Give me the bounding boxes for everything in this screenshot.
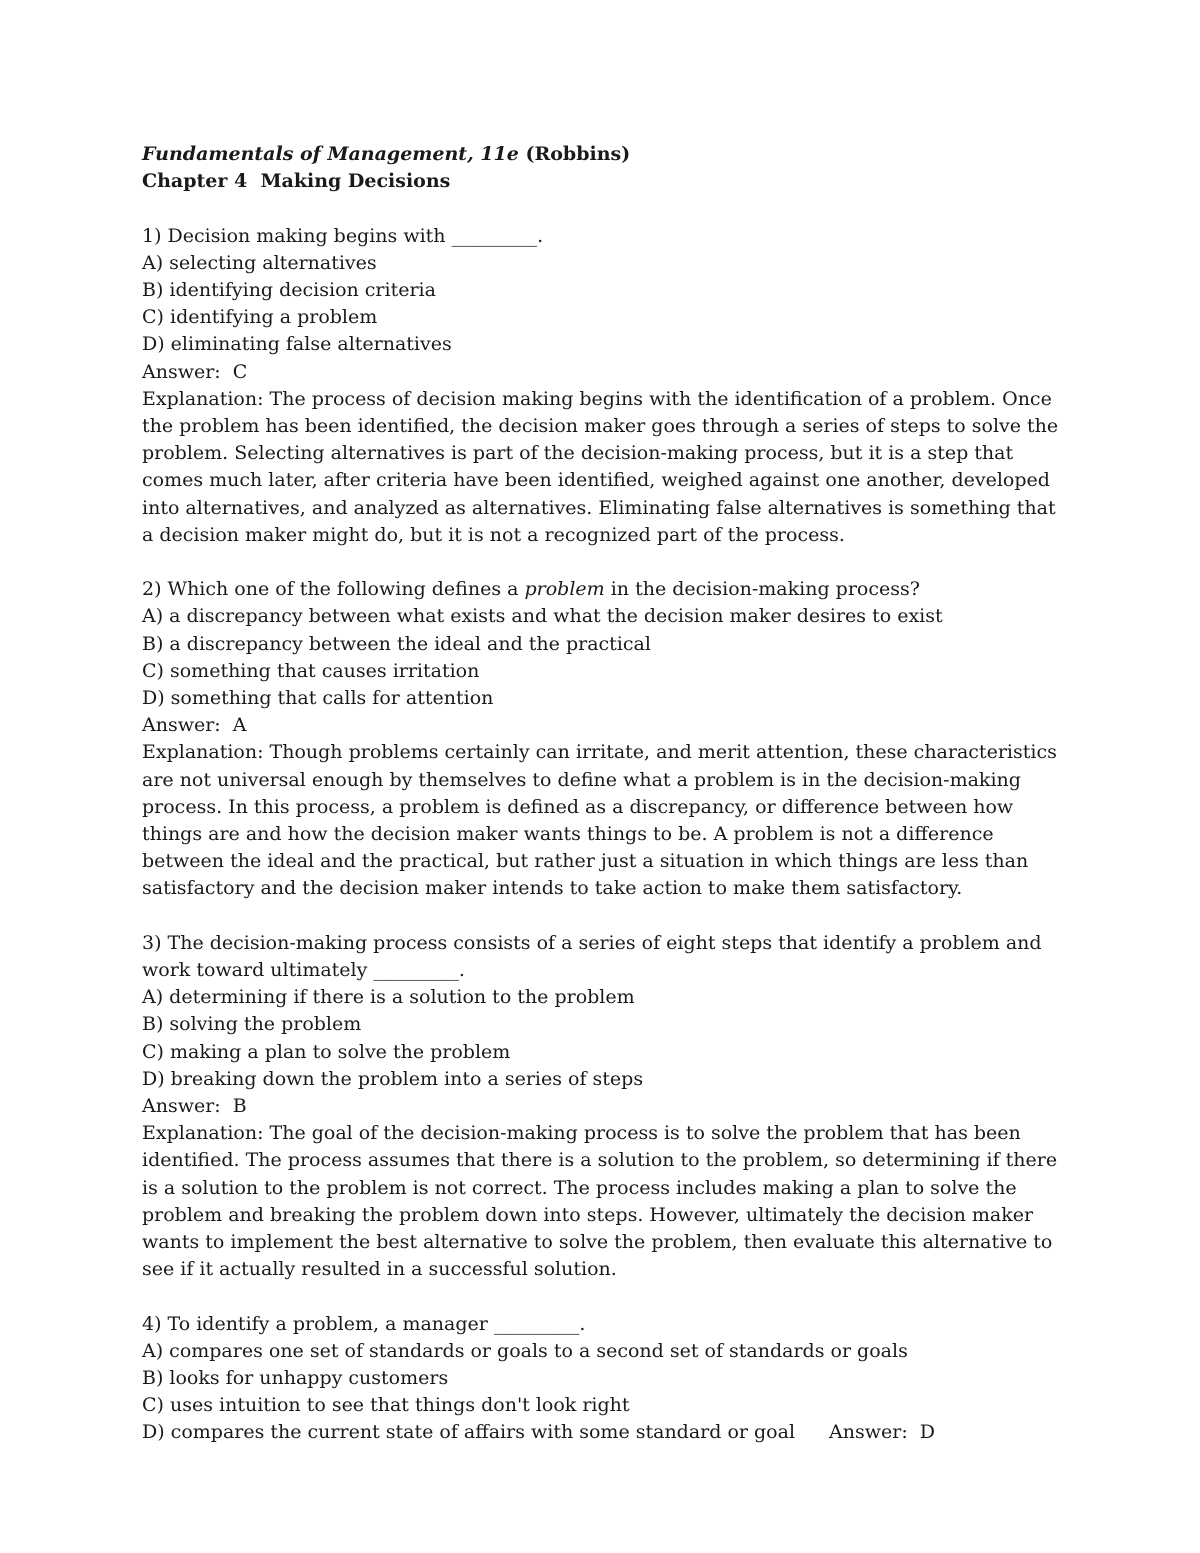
answer: Answer: C bbox=[142, 360, 248, 383]
question-stem: 3) The decision-making process consists of a series of eight steps that identify a problem and work toward ultimately _________. bbox=[142, 931, 1042, 982]
book-title: Fundamentals of Management, 11e bbox=[142, 143, 519, 165]
title-line bbox=[142, 141, 1072, 168]
chapter-heading: Chapter 4 Making Decisions bbox=[142, 170, 451, 193]
option-b: B) solving the problem bbox=[142, 1013, 362, 1036]
emphasized-term: problem bbox=[524, 578, 605, 601]
option-b: B) identifying decision criteria bbox=[142, 279, 436, 301]
option-d: D) compares the current state of affairs with some standard or goal bbox=[142, 1421, 796, 1444]
explanation: Explanation: The process of decision making begins with the identification of a problem. Once the problem has been identified, the decision maker goes through a series of steps to solve the problem. Selecting alternatives is part of the decision-making process, but it is a step that comes much later, after criteria have been identified, weighed against one another, developed into alternatives, and analyzed as alternatives. Eliminating false alternatives is something that a decision maker might do, but it is not a recognized part of the process. bbox=[142, 387, 1059, 546]
explanation: Explanation: Though problems certainly can irritate, and merit attention, these characteristics are not universal enough by themselves to define what a problem is in the decision-making process. In this process, a problem is defined as a discrepancy, or difference between how things are and how the decision maker wants things to be. A problem is not a difference between the ideal and the practical, but rather just a situation in which things are less than satisfactory and the decision maker intends to take action to make them satisfactory. bbox=[142, 741, 1057, 900]
question-stem: 4) To identify a problem, a manager _________. bbox=[142, 1312, 586, 1335]
option-a: A) a discrepancy between what exists and what the decision maker desires to exist bbox=[142, 605, 943, 628]
stem-part: 2) Which one of the following defines a bbox=[142, 578, 525, 601]
question-stem bbox=[142, 576, 1072, 603]
question-2 bbox=[142, 576, 1072, 902]
question-3 bbox=[142, 930, 1072, 1284]
option-d: D) something that calls for attention bbox=[142, 687, 494, 710]
option-c: C) identifying a problem bbox=[142, 306, 378, 329]
spacer bbox=[142, 195, 1072, 222]
question-1 bbox=[142, 223, 1072, 549]
option-c: C) uses intuition to see that things don't look right bbox=[142, 1394, 630, 1417]
option-d: D) breaking down the problem into a series of steps bbox=[142, 1067, 644, 1090]
author: (Robbins) bbox=[525, 143, 631, 165]
explanation: Explanation: The goal of the decision-making process is to solve the problem that has been identified. The process assumes that there is a solution to the problem, so determining if there is a solution to the problem is not correct. The process includes making a plan to solve the problem and breaking the problem down into steps. However, ultimately the decision maker wants to implement the best alternative to solve the problem, then evaluate this alternative to see if it actually resulted in a successful solution. bbox=[142, 1122, 1058, 1281]
document-content bbox=[142, 141, 1072, 1474]
option-c: C) making a plan to solve the problem bbox=[142, 1040, 511, 1063]
option-d: D) eliminating false alternatives bbox=[142, 333, 452, 356]
question-stem: 1) Decision making begins with _________. bbox=[142, 224, 544, 247]
answer: Answer: A bbox=[142, 714, 247, 737]
answer: Answer: D bbox=[829, 1421, 936, 1444]
option-c: C) something that causes irritation bbox=[142, 659, 480, 682]
answer: Answer: B bbox=[142, 1095, 247, 1118]
option-a: A) selecting alternatives bbox=[142, 251, 377, 274]
option-b: B) looks for unhappy customers bbox=[142, 1367, 449, 1390]
stem-part: in the decision-making process? bbox=[604, 578, 920, 601]
option-a: A) compares one set of standards or goals to a second set of standards or goals bbox=[142, 1339, 908, 1362]
option-a: A) determining if there is a solution to the problem bbox=[142, 986, 635, 1009]
option-b: B) a discrepancy between the ideal and the practical bbox=[142, 632, 651, 655]
question-4 bbox=[142, 1311, 1072, 1447]
option-d-with-answer bbox=[142, 1419, 1072, 1446]
